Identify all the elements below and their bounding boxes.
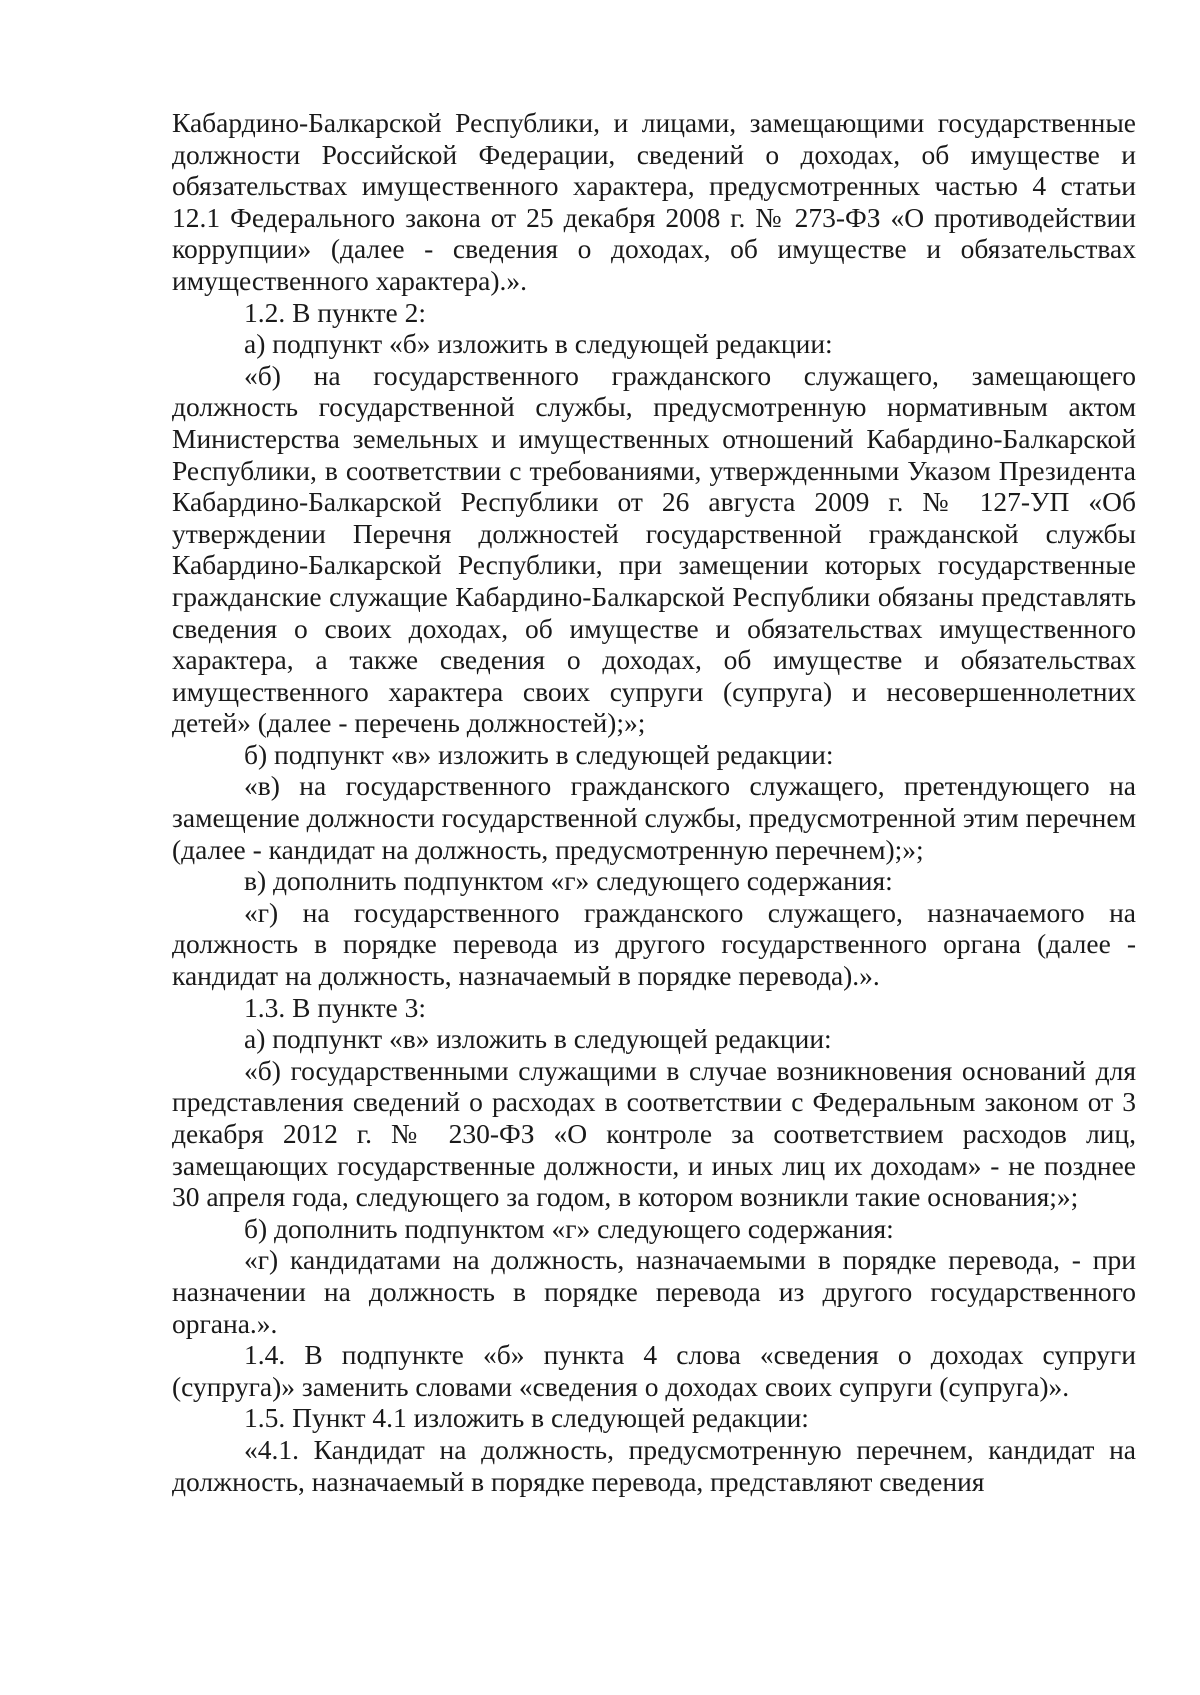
paragraph-subitem-b-text: «б) на государственного гражданского служащего, замещающего должность государственной службы, предусмотренную нормативным актом Министерства земельных и имущественных отношений Кабардино-Балкарской Республики, в соответствии с требованиями, утвержденными Указом Президента Кабардино-Балкарской Республики от 26 августа 2009 г. № 127-УП «Об утверждении Перечня должностей государственной гражданской службы Кабардино-Балкарской Республики, при замещении которых государственные гражданские служащие Кабардино-Балкарской Республики обязаны представлять сведения о своих доходах, об имуществе и обязательствах имущественного характера, а также сведения о доходах, об имуществе и обязательствах имущественного характера своих супруги (супруга) и несовершеннолетних детей» (далее - перечень должностей);»; (172, 359, 1136, 739)
paragraph-subitem-v-text: «в) на государственного гражданского служащего, претендующего на замещение должности государственной службы, предусмотренной этим перечнем (далее - кандидат на должность, предусмотренную перечнем);»; (172, 770, 1136, 865)
paragraph-subitem-b-1-3-text: «б) государственными служащими в случае возникновения оснований для представления сведений о расходах в соответствии с Федеральным законом от 3 декабря 2012 г. № 230-ФЗ «О контроле за соответствием расходов лиц, замещающих государственные должности, и иных лиц их доходам» - не позднее 30 апреля года, следующего за годом, в котором возникли такие основания;»; (172, 1054, 1136, 1213)
paragraph-subitem-a: а) подпункт «б» изложить в следующей редакции: (244, 328, 833, 360)
paragraph-subitem-v: в) дополнить подпунктом «г» следующего содержания: (244, 865, 893, 897)
paragraph-item-4-1-text: «4.1. Кандидат на должность, предусмотренную перечнем, кандидат на должность, назначаемый в порядке перевода, представляют сведения (172, 1433, 1136, 1497)
paragraph-subitem-a-1-3: а) подпункт «в» изложить в следующей редакции: (244, 1023, 832, 1055)
paragraph-subitem-b: б) подпункт «в» изложить в следующей редакции: (244, 738, 834, 770)
paragraph-item-1-5-heading: 1.5. Пункт 4.1 изложить в следующей редакции: (244, 1402, 809, 1434)
paragraph-subitem-b-1-3: б) дополнить подпунктом «г» следующего содержания: (244, 1212, 894, 1244)
paragraph-item-1-3-heading: 1.3. В пункте 3: (244, 991, 427, 1023)
paragraph-item-1-4: 1.4. В подпункте «б» пункта 4 слова «сведения о доходах супруги (супруга)» заменить словами «сведения о доходах своих супруги (супруга)». (172, 1339, 1136, 1402)
document-body (172, 107, 1136, 1497)
paragraph-subitem-g-1-3-text: «г) кандидатами на должность, назначаемыми в порядке перевода, - при назначении на должность в порядке перевода из другого государственного органа.». (172, 1244, 1136, 1339)
paragraph-continuation: Кабардино-Балкарской Республики, и лицами, замещающими государственные должности Российской Федерации, сведений о доходах, об имуществе и обязательствах имущественного характера, предусмотренных частью 4 статьи 12.1 Федерального закона от 25 декабря 2008 г. № 273-ФЗ «О противодействии коррупции» (далее - сведения о доходах, об имуществе и обязательствах имущественного характера).». (172, 107, 1136, 296)
paragraph-item-1-2-heading: 1.2. В пункте 2: (244, 296, 427, 328)
paragraph-subitem-g-text: «г) на государственного гражданского служащего, назначаемого на должность в порядке перевода из другого государственного органа (далее - кандидат на должность, назначаемый в порядке перевода).». (172, 896, 1136, 992)
